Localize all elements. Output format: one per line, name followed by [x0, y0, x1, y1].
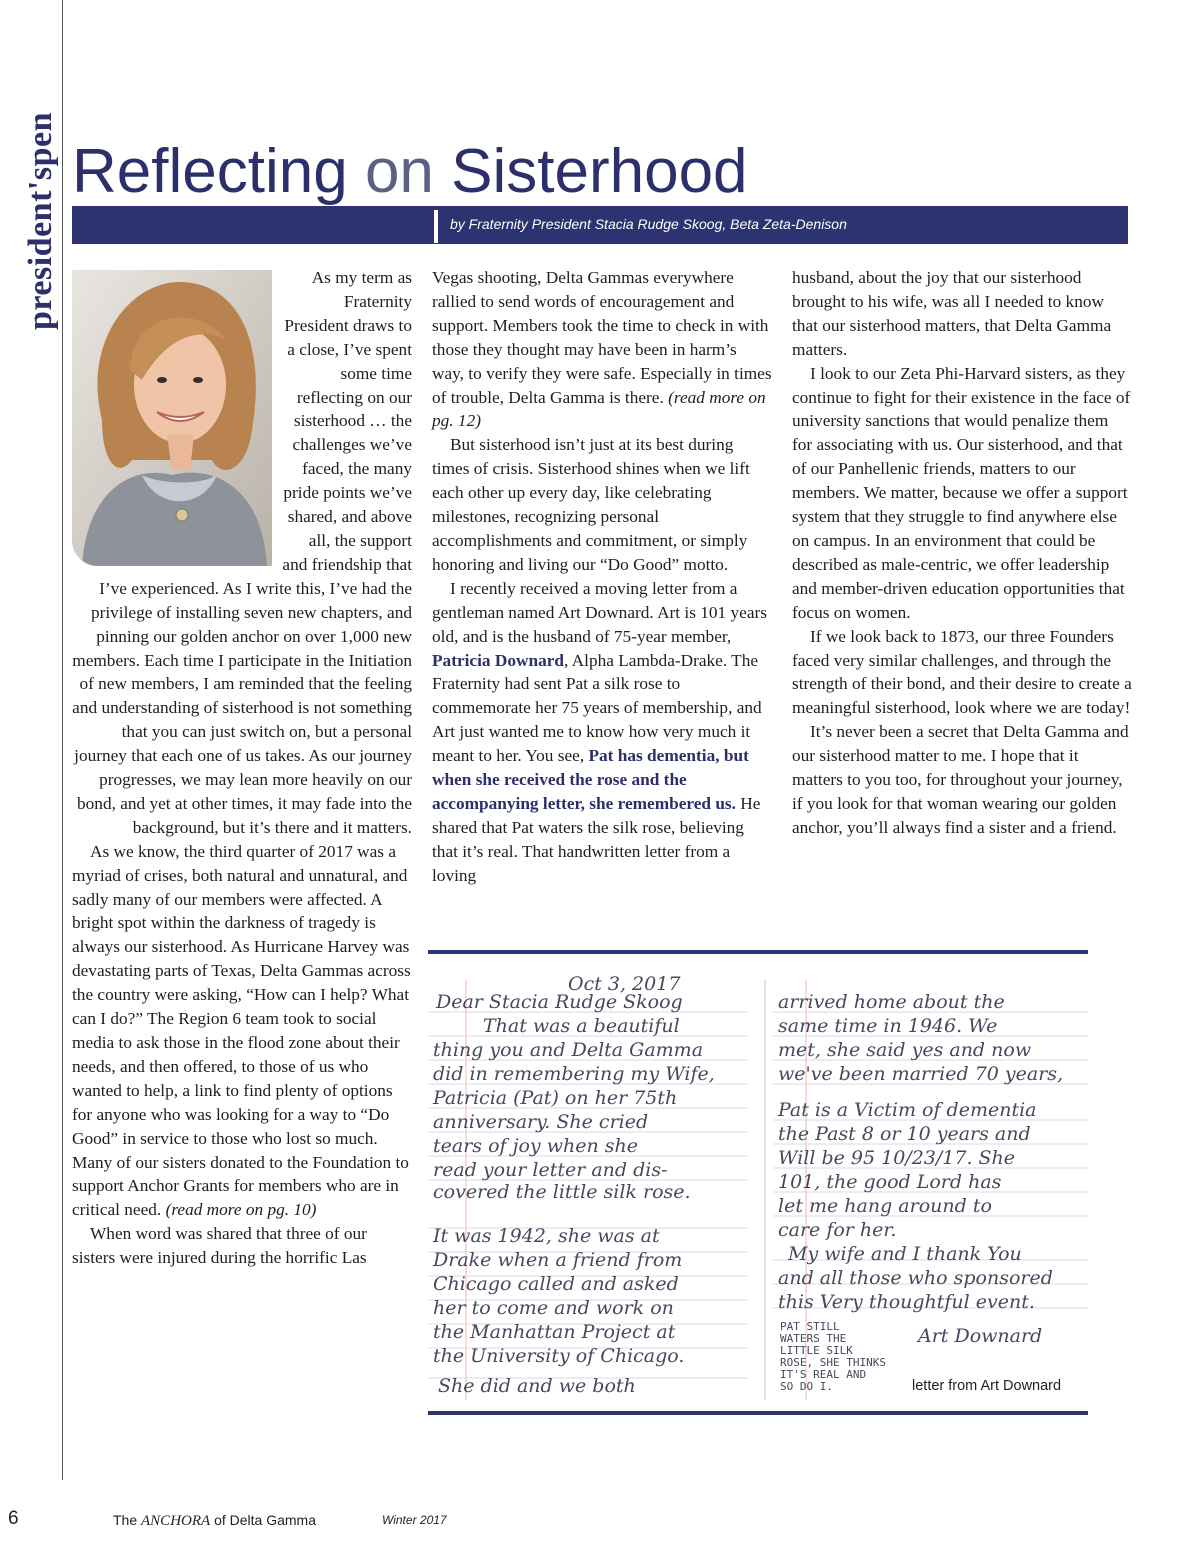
letter-paper — [428, 960, 1088, 1405]
letter-line: Dear Stacia Rudge Skoog — [436, 991, 683, 1013]
byline-bar — [72, 206, 1128, 244]
member-name: Patricia Downard — [432, 650, 564, 670]
paragraph-text: , Alpha Lambda-Drake. The Fraternity had sent Pat a silk rose to commemorate her 75 years of membership, and Art just wanted me to know how very much it meant to her. You see, — [432, 650, 762, 766]
letter-line: read your letter and dis- — [433, 1159, 668, 1181]
letter-line: 101, the good Lord has — [778, 1171, 1002, 1193]
letter-line: thing you and Delta Gamma — [433, 1039, 704, 1061]
letter-line: this Very thoughtful event. — [778, 1291, 1035, 1313]
paragraph-text: I recently received a moving letter from a gentleman named Art Downard. Art is 101 years old, and is the husband of 75-year member, — [432, 578, 767, 646]
letter-line: Oct 3, 2017 — [568, 973, 681, 995]
letter-signature: Art Downard — [918, 1325, 1043, 1347]
letter-line: Will be 95 10/23/17. She — [778, 1147, 1016, 1169]
publication-prefix: The — [113, 1512, 142, 1528]
paragraph-text: He shared that Pat waters the silk rose, believing that it’s real. That handwritten letter from a loving — [432, 793, 761, 885]
paragraph: If we look back to 1873, our three Founders faced very similar challenges, and through the strength of their bond, and their desire to create a meaningful sisterhood, look where we are today! — [792, 626, 1132, 718]
title-part-1: Reflecting — [72, 137, 365, 206]
letter-line: care for her. — [778, 1219, 897, 1241]
letter-line: did in remembering my Wife, — [433, 1063, 715, 1085]
postscript-line: SO DO I. — [780, 1380, 833, 1393]
letter-top-rule — [428, 950, 1088, 954]
byline-divider — [434, 210, 438, 243]
letter-line: That was a beautiful — [483, 1015, 680, 1037]
paragraph — [432, 577, 772, 888]
letter-line: Patricia (Pat) on her 75th — [433, 1087, 678, 1109]
postscript-line: ROSE, SHE THINKS — [780, 1356, 886, 1369]
paragraph — [72, 840, 412, 1223]
page-reference: (read more on pg. 10) — [165, 1200, 317, 1220]
postscript-line: PAT STILL — [780, 1320, 840, 1333]
publication-name — [113, 1512, 316, 1530]
page-number: 6 — [8, 1508, 19, 1529]
title-part-2: on — [364, 137, 434, 206]
letter-image — [428, 950, 1088, 1415]
letter-line: Drake when a friend from — [433, 1249, 683, 1271]
byline: by Fraternity President Stacia Rudge Skoog, Beta Zeta-Denison — [450, 216, 847, 232]
publication-suffix: of Delta Gamma — [210, 1512, 317, 1528]
letter-line: Pat is a Victim of dementia — [778, 1099, 1037, 1121]
article-column-2 — [432, 266, 772, 888]
letter-line: met, she said yes and now — [778, 1039, 1032, 1061]
section-label: president'spen — [22, 112, 59, 330]
letter-line: the University of Chicago. — [433, 1345, 685, 1367]
paragraph: But sisterhood isn’t just at its best during times of crisis. Sisterhood shines when we lift each other up every day, like celebrating milestones, recognizing personal accomplishments and commitment, or simply honoring and living our “Do Good” motto. — [432, 435, 750, 574]
page-title — [72, 132, 748, 212]
paragraph: As my term as Fraternity President draws to a close, I’ve spent some time reflecting on our sisterhood … the challenges we’ve faced, the many pride points we’ve shared, and above all, the support and friendship that I’ve experienced. As I write this, I’ve had the privilege of installing seven new chapters, and pinning our golden anchor on over 1,000 new members. Each time I participate in the Initiation of new members, I am reminded that the feeling and understanding of sisterhood is not something that you can just switch on, but a personal journey that each one of us takes. As our journey progresses, we may lean more heavily on our bond, and yet at other times, it may fade into the background, but it’s there and it matters. — [72, 268, 412, 837]
letter-line: her to come and work on — [433, 1297, 674, 1319]
letter-bottom-rule — [428, 1411, 1088, 1415]
paragraph-text: Vegas shooting, Delta Gammas everywhere rallied to send words of encouragement and support. Members took the time to check in with those they thought may have been in harm’s way, to verify they were safe. Especially in times of trouble, Delta Gamma is there. — [432, 268, 772, 407]
letter-line: covered the little silk rose. — [433, 1181, 691, 1203]
letter-line: It was 1942, she was at — [433, 1225, 660, 1247]
letter-line: let me hang around to — [778, 1195, 992, 1217]
highlight-text: Pat has dementia, but when she received the rose and the accompanying letter, she remembered us. — [432, 746, 749, 813]
paragraph-text: As we know, the third quarter of 2017 was a myriad of crises, both natural and unnatural, and sadly many of our members were affected. A bright spot within the darkness of tragedy is always our sisterhood. As Hurricane Harvey was devastating parts of Texas, Delta Gammas across the country were asking, “How can I help? What can I do?” The Region 6 team took to social media to ask those in the flood zone about their needs, and then offered, to those of us who wanted to help, a link to find plenty of options for anyone who was looking for a way to “Do Good” in service to those who lost so much. Many of our sisters donated to the Foundation to support Anchor Grants for members who are in critical need. — [72, 841, 411, 1220]
paragraph: It’s never been a secret that Delta Gamma and our sisterhood matter to me. I hope that it matters to you too, for throughout your journey, if you look for that woman wearing our golden anchor, you’ll always find a sister and a friend. — [792, 722, 1129, 837]
postscript-line: LITTLE SILK — [780, 1344, 853, 1357]
paragraph — [432, 266, 772, 433]
letter-line: anniversary. She cried — [433, 1111, 649, 1133]
letter-line: My wife and I thank You — [788, 1243, 1022, 1265]
letter-line: same time in 1946. We — [778, 1015, 998, 1037]
letter-line: She did and we both — [438, 1375, 636, 1397]
letter-line: Chicago called and asked — [433, 1273, 679, 1295]
title-part-3: Sisterhood — [433, 137, 748, 206]
letter-line: tears of joy when she — [433, 1135, 638, 1157]
postscript-line: WATERS THE — [780, 1332, 847, 1345]
article-column-1 — [72, 266, 412, 1270]
letter-line: the Manhattan Project at — [433, 1321, 676, 1343]
side-rule — [62, 0, 63, 1480]
letter-line: arrived home about the — [778, 991, 1005, 1013]
postscript-line: IT'S REAL AND — [780, 1368, 867, 1381]
author-photo — [72, 270, 272, 566]
letter-line: we've been married 70 years, — [778, 1063, 1064, 1085]
paragraph: husband, about the joy that our sisterhood brought to his wife, was all I needed to know that our sisterhood matters, that Delta Gamma matters. — [792, 268, 1112, 359]
letter-caption: letter from Art Downard — [912, 1378, 1062, 1394]
article-column-3 — [792, 266, 1132, 840]
issue-date: Winter 2017 — [382, 1513, 447, 1527]
magazine-title: ANCHORA — [141, 1513, 211, 1529]
page-reference: (read more on pg. 12) — [432, 387, 766, 431]
letter-line: and all those who sponsored — [778, 1267, 1053, 1289]
paragraph: When word was shared that three of our sisters were injured during the horrific Las — [72, 1224, 367, 1268]
letter-line: the Past 8 or 10 years and — [778, 1123, 1031, 1145]
portrait-image — [72, 270, 272, 566]
paragraph: I look to our Zeta Phi-Harvard sisters, as they continue to fight for their existence in the face of university sanctions that would penalize them for associating with us. Our sisterhood, and that of our Panhellenic friends, matters to our members. We matter, because we offer a support system that they struggle to find anywhere else on campus. In an environment that could be described as male-centric, we offer leadership and member-driven education opportunities that focus on women. — [792, 363, 1131, 622]
